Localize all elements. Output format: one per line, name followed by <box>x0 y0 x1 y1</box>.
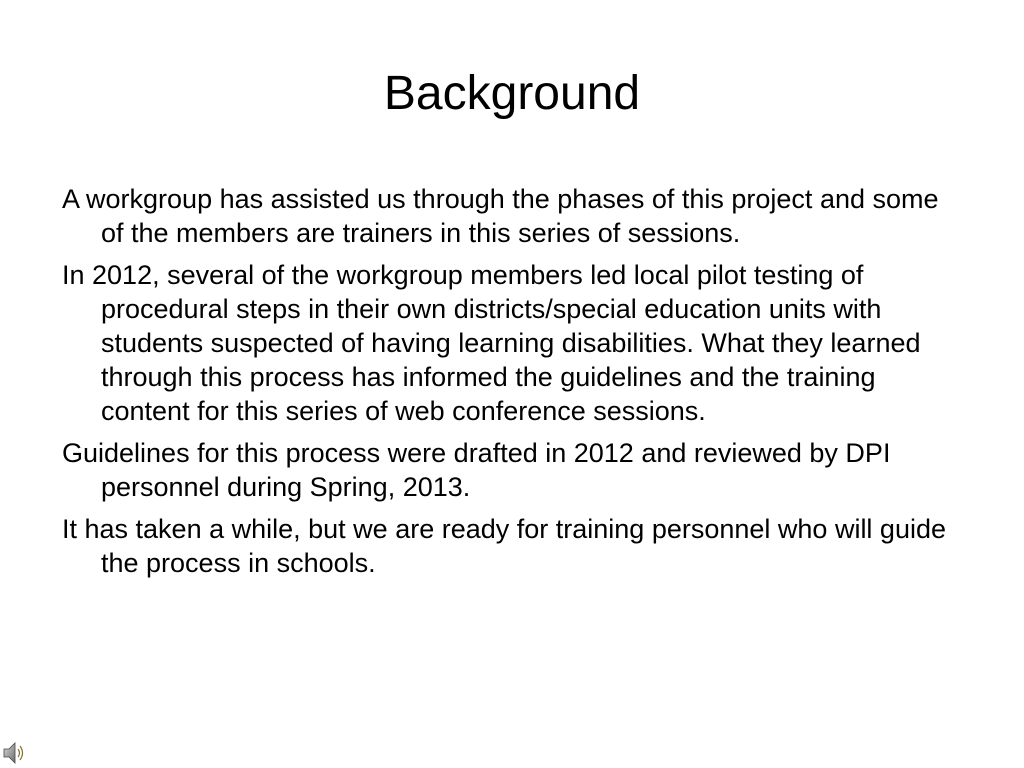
bullet-item: A workgroup has assisted us through the phases of this project and some of the members are trainers in this series of sessions. <box>62 184 939 248</box>
bullet-item: Guidelines for this process were drafted in 2012 and reviewed by DPI personnel during Spring, 2013. <box>62 438 891 502</box>
speaker-icon[interactable] <box>2 740 26 766</box>
bullet-item: In 2012, several of the workgroup members led local pilot testing of procedural steps in their own districts/special education units with students suspected of having learning disabilities. What they learned through this process has informed the guidelines and the training content for this series of web conference sessions. <box>62 260 921 426</box>
bullet-item: It has taken a while, but we are ready for training personnel who will guide the process in schools. <box>62 514 946 578</box>
slide-title: Background <box>383 67 641 120</box>
slide-body <box>62 182 962 588</box>
